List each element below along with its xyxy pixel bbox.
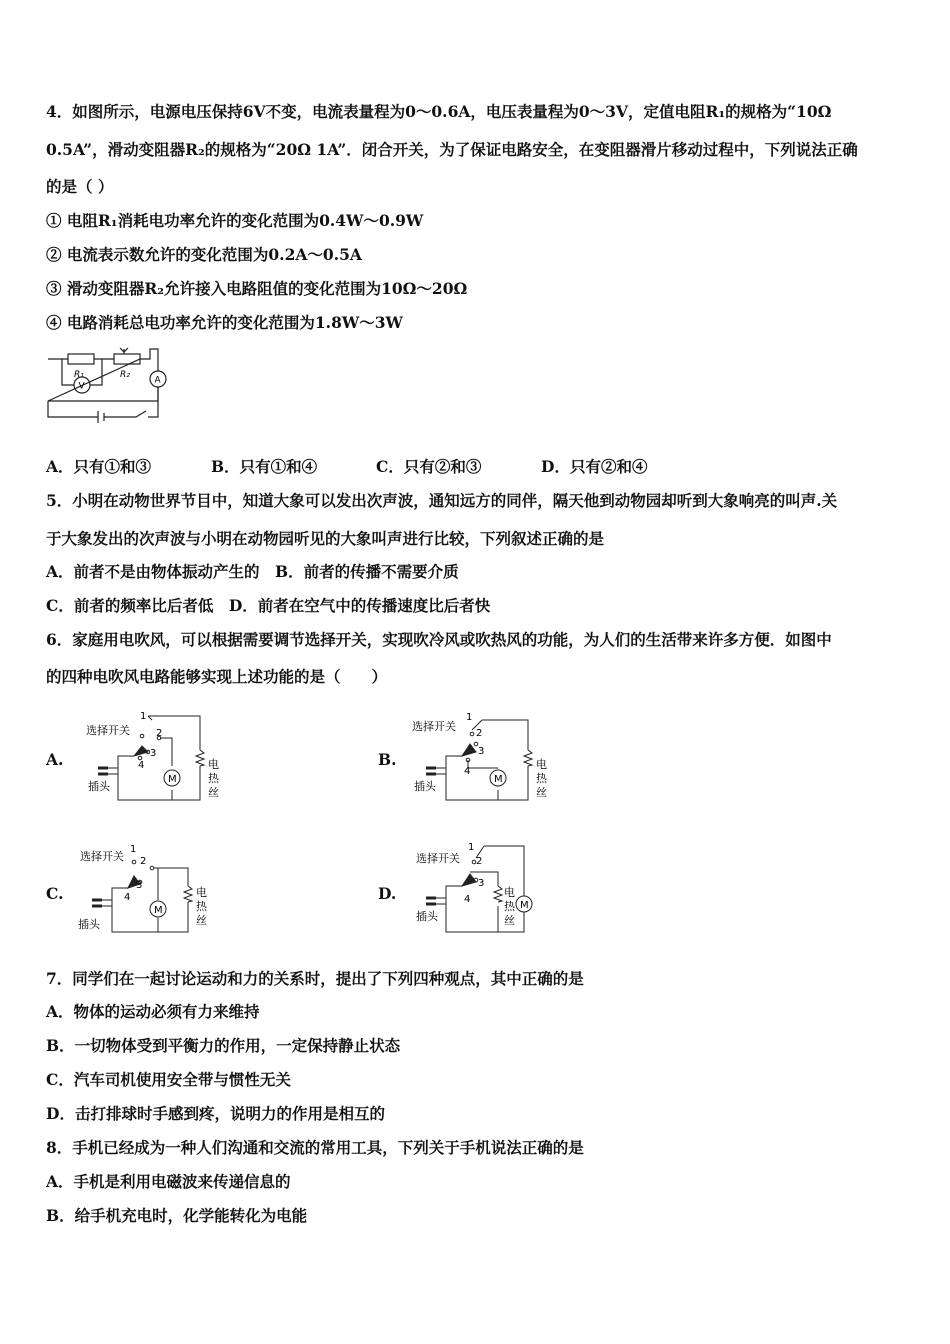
q6c-n1: 1 (130, 844, 137, 855)
q6b-h3: 丝 (536, 786, 547, 799)
q4-r2-label: R₂ (120, 370, 130, 380)
q4-stem-line2: 0.5A”，滑动变阻器R₂的规格为“20Ω 1A”．闭合开关，为了保证电路安全，在变阻器滑片移动过程中，下列说法正确 (46, 140, 858, 159)
q6d-h1: 电 (504, 886, 515, 899)
q4-statement-2: ② 电流表示数允许的变化范围为0.2A～0.5A (46, 245, 362, 264)
q6a-n4: 4 (138, 760, 145, 771)
q6b-h2: 热 (536, 772, 547, 785)
q6-label-c[interactable]: C. (46, 884, 64, 903)
q4-option-c[interactable]: C．只有②和③ (376, 457, 482, 476)
q5-options-ab[interactable]: A．前者不是由物体振动产生的 B．前者的传播不需要介质 (46, 562, 459, 581)
q6-stem-line1: 6．家庭用电吹风，可以根据需要调节选择开关，实现吹冷风或吹热风的功能，为人们的生活带来许多方便．如图中 (46, 630, 832, 649)
q6a-h3: 丝 (208, 786, 219, 799)
q6c-motor: M (154, 905, 163, 916)
q7-option-d[interactable]: D．击打排球时手感到疼，说明力的作用是相互的 (46, 1104, 385, 1123)
q6d-h2: 热 (504, 900, 515, 913)
q4-option-d[interactable]: D．只有②和④ (541, 457, 648, 476)
q6b-n2: 2 (476, 728, 483, 739)
q8-stem: 8．手机已经成为一种人们沟通和交流的常用工具，下列关于手机说法正确的是 (46, 1138, 584, 1157)
q4-statement-4: ④ 电路消耗总电功率允许的变化范围为1.8W～3W (46, 313, 403, 332)
q6-label-a[interactable]: A. (46, 750, 64, 769)
q4-option-b[interactable]: B．只有①和④ (211, 457, 318, 476)
q6c-h1: 电 (196, 886, 207, 899)
q6c-plug-label: 插头 (78, 918, 100, 931)
q6c-n4: 4 (124, 892, 131, 903)
q6b-h1: 电 (536, 758, 547, 771)
q6-diagram-c (74, 838, 224, 938)
q6a-h2: 热 (208, 772, 219, 785)
q6d-n2: 2 (476, 856, 483, 867)
q6c-n3: 3 (136, 880, 143, 891)
q6-diagram-b (410, 708, 560, 808)
q6b-motor: M (494, 774, 503, 785)
q4-stem-line3: 的是（ ） (46, 177, 114, 196)
q5-options-cd[interactable]: C．前者的频率比后者低 D．前者在空气中的传播速度比后者快 (46, 596, 491, 615)
q6c-h2: 热 (196, 900, 207, 913)
q6b-n1: 1 (466, 712, 473, 723)
q6d-h3: 丝 (504, 914, 515, 927)
q6c-h3: 丝 (196, 914, 207, 927)
q6a-switch-label: 选择开关 (86, 724, 130, 737)
q8-option-a[interactable]: A．手机是利用电磁波来传递信息的 (46, 1172, 291, 1191)
q6a-n1: 1 (140, 711, 147, 722)
q6d-motor: M (520, 900, 529, 911)
q6d-n4: 4 (464, 894, 471, 905)
q6b-n3: 3 (478, 746, 485, 757)
q4-option-a[interactable]: A．只有①和③ (46, 457, 152, 476)
q6-label-b[interactable]: B. (378, 750, 397, 769)
q6d-n1: 1 (468, 842, 475, 853)
q7-option-b[interactable]: B．一切物体受到平衡力的作用，一定保持静止状态 (46, 1036, 401, 1055)
q6d-plug-label: 插头 (416, 910, 438, 923)
q6c-n2: 2 (140, 856, 147, 867)
q4-stem-line1: 4．如图所示，电源电压保持6V不变，电流表量程为0～0.6A，电压表量程为0～3V，定值电阻R₁的规格为“10Ω (46, 102, 832, 121)
q6d-switch-label: 选择开关 (416, 852, 460, 865)
q4-circuit-diagram (40, 345, 190, 425)
q6-diagram-a (82, 708, 232, 808)
q4-voltmeter-label: V (78, 381, 85, 392)
q5-stem-line2: 于大象发出的次声波与小明在动物园听见的大象叫声进行比较，下列叙述正确的是 (46, 529, 605, 548)
q6b-n4: 4 (464, 766, 471, 777)
q6b-plug-label: 插头 (414, 780, 436, 793)
q7-stem: 7．同学们在一起讨论运动和力的关系时，提出了下列四种观点，其中正确的是 (46, 969, 584, 988)
q6a-h1: 电 (208, 758, 219, 771)
q6-label-d[interactable]: D. (378, 884, 397, 903)
q4-statement-3: ③ 滑动变阻器R₂允许接入电路阻值的变化范围为10Ω～20Ω (46, 279, 468, 298)
q7-option-a[interactable]: A．物体的运动必须有力来维持 (46, 1002, 260, 1021)
q6-stem-line2: 的四种电吹风电路能够实现上述功能的是（ ） (46, 667, 388, 686)
q6b-switch-label: 选择开关 (412, 720, 456, 733)
q8-option-b[interactable]: B．给手机充电时，化学能转化为电能 (46, 1206, 308, 1225)
q6a-n2: 2 (156, 728, 163, 739)
q6a-plug-label: 插头 (88, 780, 110, 793)
q6d-n3: 3 (478, 878, 485, 889)
q7-option-c[interactable]: C．汽车司机使用安全带与惯性无关 (46, 1070, 291, 1089)
q6c-switch-label: 选择开关 (80, 850, 124, 863)
q6-diagram-d (410, 838, 560, 938)
q4-statement-1: ① 电阻R₁消耗电功率允许的变化范围为0.4W～0.9W (46, 211, 424, 230)
q6a-n3: 3 (150, 748, 157, 759)
q5-stem-line1: 5．小明在动物世界节目中，知道大象可以发出次声波，通知远方的同伴，隔天他到动物园却听到大象响亮的叫声.关 (46, 491, 838, 510)
q6a-motor: M (168, 774, 177, 785)
q4-r1-label: R₁ (74, 370, 84, 380)
q4-ammeter-label: A (154, 375, 161, 386)
